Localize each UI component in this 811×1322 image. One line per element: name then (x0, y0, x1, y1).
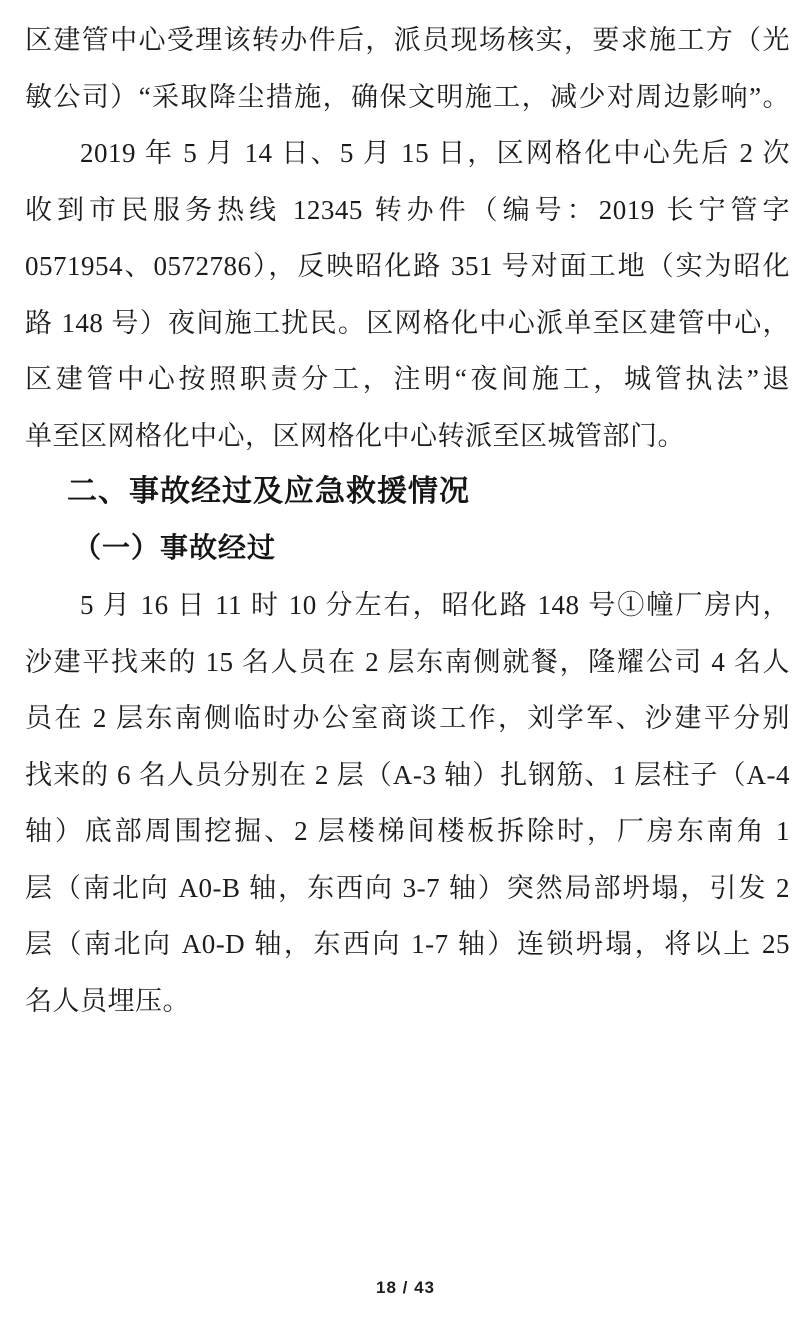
paragraph-line: 找来的 6 名人员分别在 2 层（A-3 轴）扎钢筋、1 层柱子（A-4 (25, 759, 790, 790)
paragraph-line: 层（南北向 A0-B 轴，东西向 3-7 轴）突然局部坍塌，引发 2 (25, 872, 790, 903)
paragraph-line: 名人员埋压。 (25, 985, 190, 1016)
paragraph-line: 员在 2 层东南侧临时办公室商谈工作，刘学军、沙建平分别 (25, 703, 790, 733)
paragraph-line: 敏公司）“采取降尘措施，确保文明施工，减少对周边影响”。 (25, 81, 790, 112)
section-heading: 二、事故经过及应急救援情况 (67, 475, 470, 508)
paragraph-line: 区建管中心按照职责分工，注明“夜间施工，城管执法”退 (25, 364, 790, 394)
paragraph-line: 2019 年 5 月 14 日、5 月 15 日，区网格化中心先后 2 次 (80, 138, 790, 168)
paragraph-line: 收到市民服务热线 12345 转办件（编号：2019 长宁管字 (25, 194, 790, 225)
paragraph-line: 单至区网格化中心，区网格化中心转派至区城管部门。 (25, 420, 685, 451)
page-number: 18 / 43 (376, 1278, 435, 1297)
paragraph-line: 轴）底部周围挖掘、2 层楼梯间楼板拆除时，厂房东南角 1 (25, 816, 790, 846)
paragraph-line: 0571954、0572786），反映昭化路 351 号对面工地（实为昭化 (25, 251, 790, 281)
paragraph-line: 路 148 号）夜间施工扰民。区网格化中心派单至区建管中心， (25, 307, 790, 338)
paragraph-line: 沙建平找来的 15 名人员在 2 层东南侧就餐，隆耀公司 4 名人 (25, 646, 790, 677)
paragraph-line: 层（南北向 A0-D 轴，东西向 1-7 轴）连锁坍塌，将以上 25 (25, 929, 790, 959)
document-body (25, 12, 790, 1029)
paragraph-line: 5 月 16 日 11 时 10 分左右，昭化路 148 号①幢厂房内， (80, 590, 790, 620)
subsection-heading: （一）事故经过 (73, 532, 277, 564)
paragraph-line: 区建管中心受理该转办件后，派员现场核实，要求施工方（光 (25, 25, 790, 55)
